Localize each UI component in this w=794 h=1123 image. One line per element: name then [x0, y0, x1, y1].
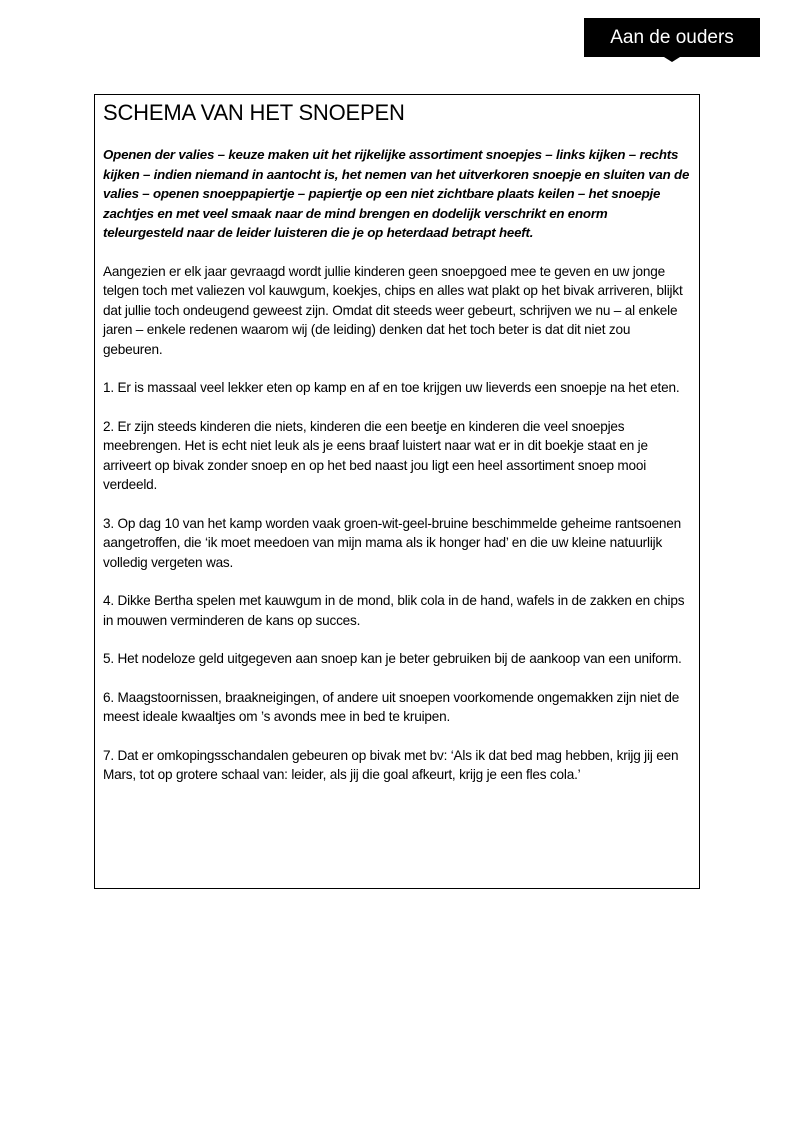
reason-item-6: 6. Maagstoornissen, braakneigingen, of andere uit snoepen voorkomende ongemakken zijn niet de meest ideale kwaaltjes om ’s avonds mee in bed te kruipen. — [103, 689, 680, 724]
reason-item-1: 1. Er is massaal veel lekker eten op kamp en af en toe krijgen uw lieverds een snoepje na het eten. — [103, 380, 680, 395]
reason-item-3: 3. Op dag 10 van het kamp worden vaak groen-wit-geel-bruine beschimmelde geheime rantsoenen aangetroffen, die ‘ik moet meedoen van mijn mama als ik honger had’ en die uw kleine natuurlijk volledig vergeten was. — [103, 515, 682, 570]
section-tag-label: Aan de ouders — [610, 27, 734, 48]
section-tag — [584, 18, 760, 57]
tag-notch — [664, 57, 680, 62]
reason-item-4: 4. Dikke Bertha spelen met kauwgum in de mond, blik cola in de hand, wafels in de zakken en chips in mouwen verminderen de kans op succes. — [103, 593, 685, 628]
content-box — [94, 94, 700, 889]
reason-item-2: 2. Er zijn steeds kinderen die niets, kinderen die een beetje en kinderen die veel snoepjes meebrengen. Het is echt niet leuk als je eens braaf luistert naar wat er in dit boekje staat en je arriveert op bivak zonder snoep en op het bed naast jou ligt een heel assortiment snoep mooi verdeeld. — [103, 418, 648, 492]
body-paragraph: Aangezien er elk jaar gevraagd wordt jullie kinderen geen snoepgoed mee te geven en uw jonge telgen toch met valiezen vol kauwgum, koekjes, chips en alles wat plakt op het bivak arriveren, blijkt dat jullie toch ondeugend geweest zijn. Omdat dit steeds weer gebeurt, schrijven we nu – al enkele jaren – enkele redenen waarom wij (de leiding) denken dat het toch beter is dat dit niet zou gebeuren. — [103, 263, 683, 357]
reason-item-5: 5. Het nodeloze geld uitgegeven aan snoep kan je beter gebruiken bij de aankoop van een uniform. — [103, 651, 682, 666]
document-title: SCHEMA VAN HET SNOEPEN — [103, 100, 405, 125]
reason-item-7: 7. Dat er omkopingsschandalen gebeuren op bivak met bv: ‘Als ik dat bed mag hebben, krijg jij een Mars, tot op grotere schaal van: leider, als jij die goal afkeurt, krijg je een fles cola.’ — [103, 747, 679, 782]
intro-paragraph: Openen der valies – keuze maken uit het rijkelijke assortiment snoepjes – links kijken – rechts kijken – indien niemand in aantocht is, het nemen van het uitverkoren snoepje en sluiten van de valies – openen snoeppapiertje – papiertje op een niet zichtbare plaats keilen – het snoepje zachtjes en met veel smaak naar de mind brengen en dodelijk verschrikt en enorm teleurgesteld naar de leider luisteren die je op heterdaad betrapt heeft. — [103, 147, 690, 240]
